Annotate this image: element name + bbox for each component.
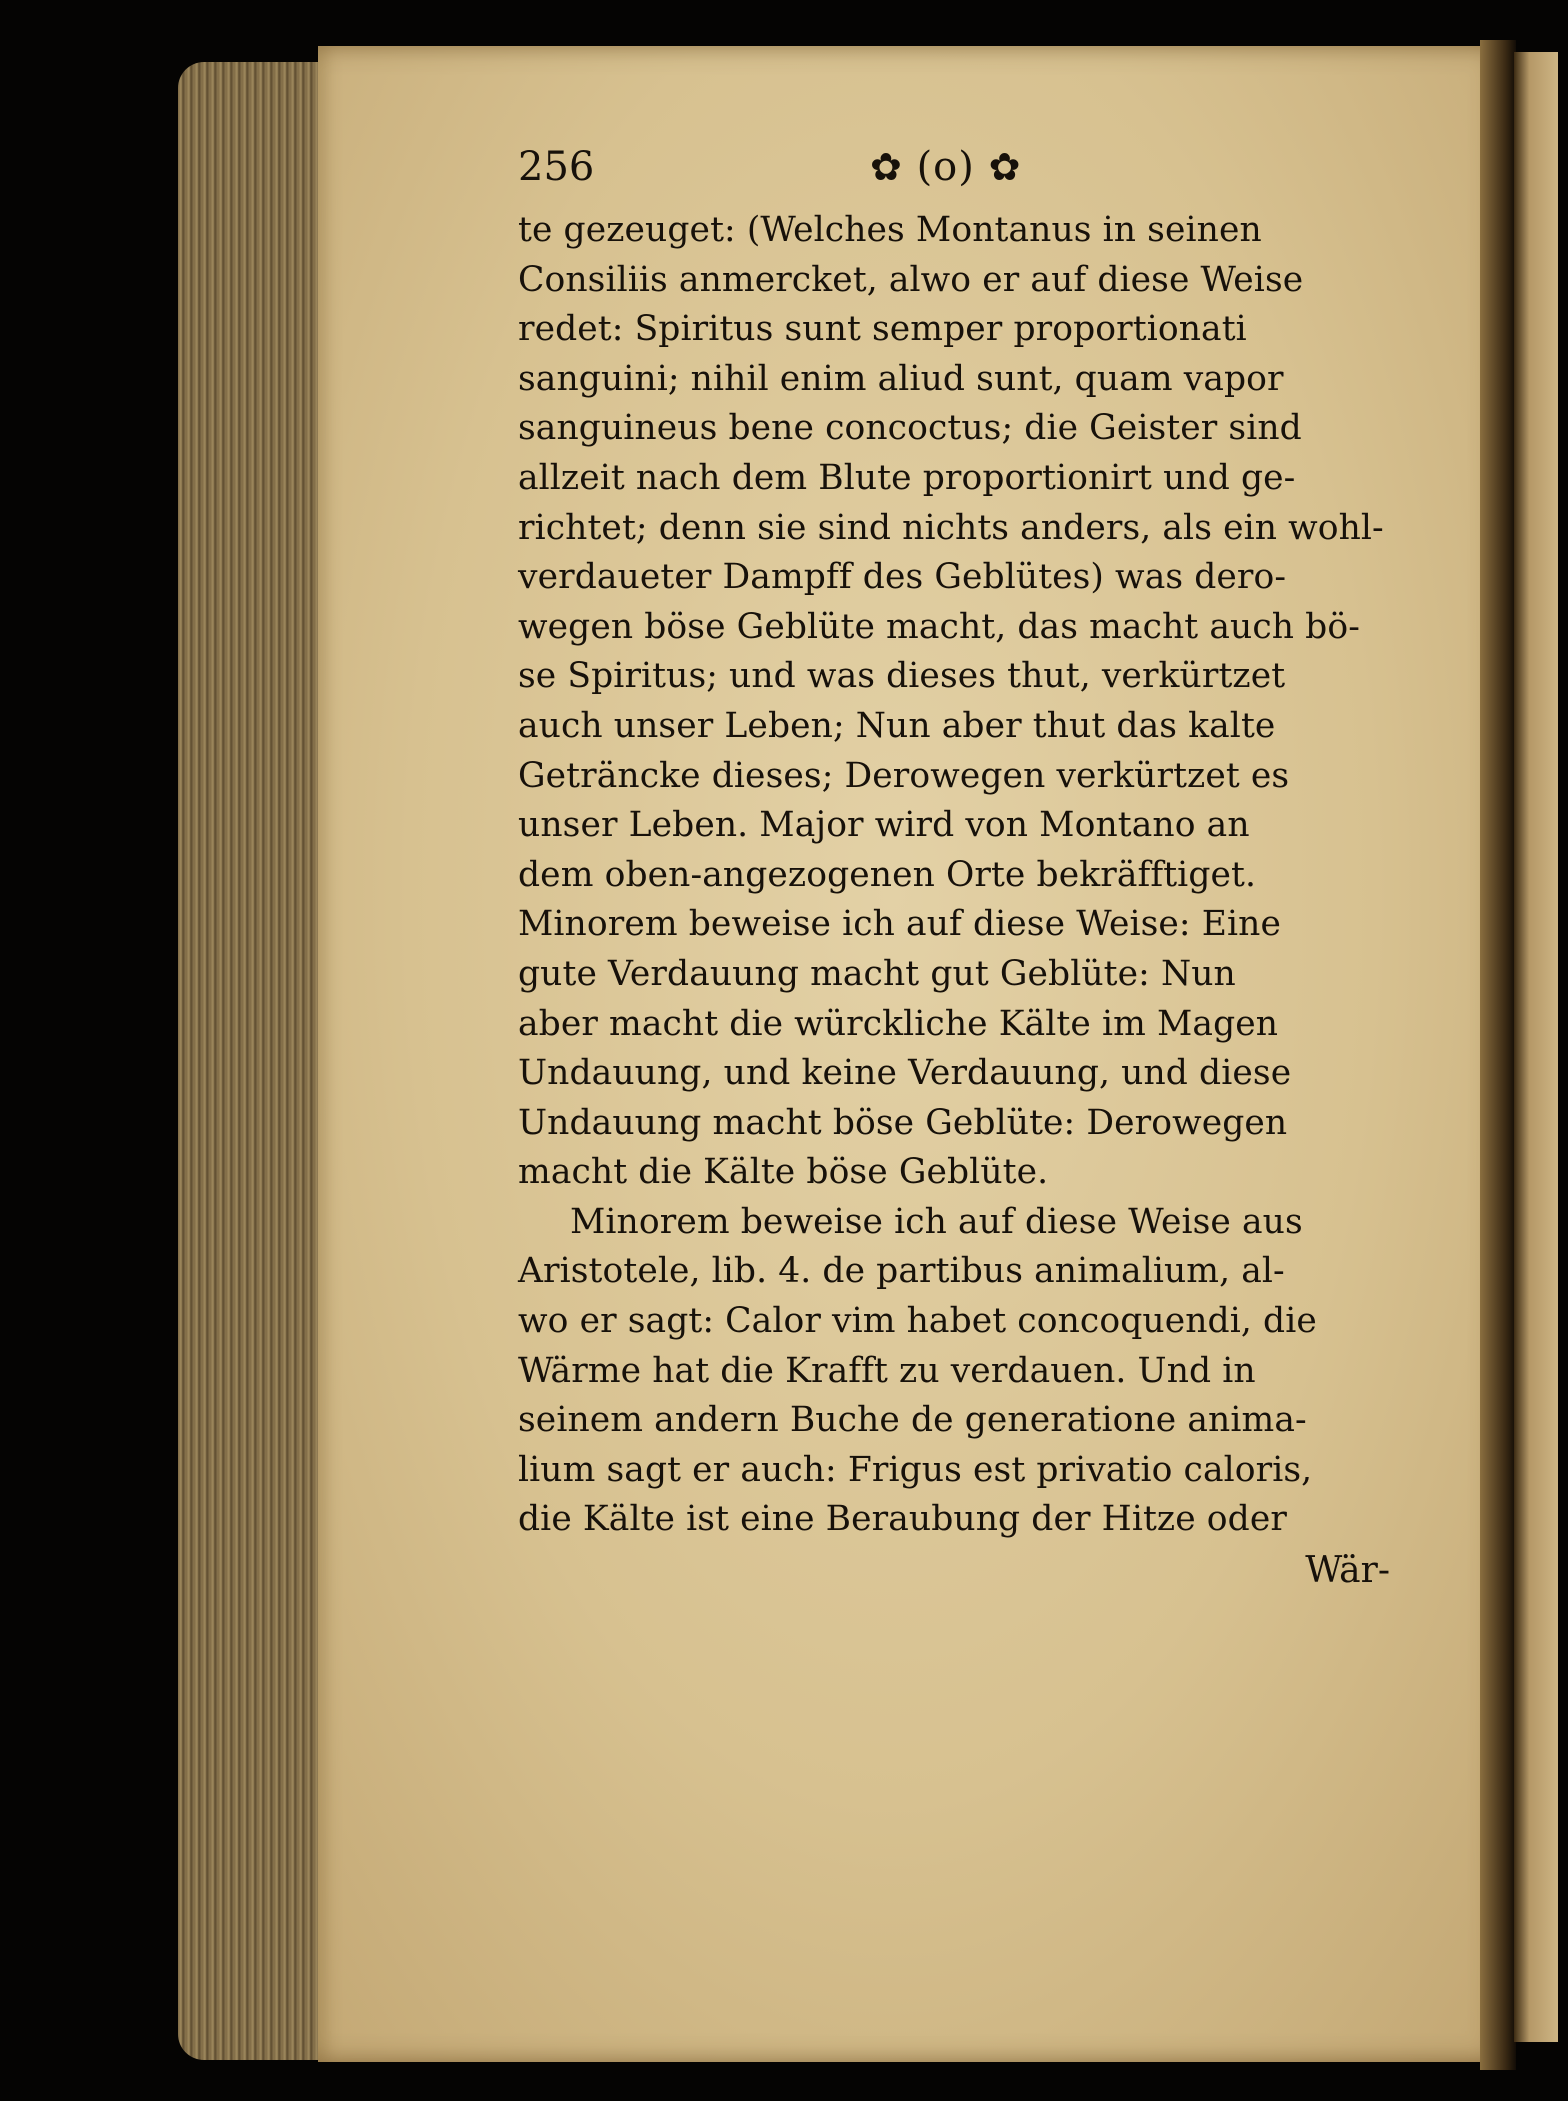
text-block [518,136,1398,1597]
text-line: Geträncke dieses; Derowegen verkürtzet es [518,755,1290,796]
text-line: te gezeuget: (Welches Montanus in seinen [518,210,1262,250]
fleuron-icon: ✿ [870,145,903,189]
text-line: Minorem beweise ich auf diese Weise aus [570,1201,1303,1242]
text-line: auch unser Leben; Nun aber thut das kalte [518,705,1276,746]
text-line: allzeit nach dem Blute proportionirt und ge- [518,457,1296,498]
text-line: lium sagt er auch: Frigus est privatio caloris, [518,1449,1313,1490]
text-line: aber macht die würckliche Kälte im Magen [518,1003,1279,1044]
paragraph-2 [518,1198,1398,1545]
text-line: macht die Kälte böse Geblüte. [518,1152,1049,1193]
text-line: Consiliis anmercket, alwo er auf diese Weise [518,259,1304,300]
text-line: Undauung macht böse Geblüte: Derowegen [518,1102,1288,1143]
text-line: unser Leben. Major wird von Montano an [518,805,1250,846]
text-line: se Spiritus; und was dieses thut, verkürtzet [518,656,1286,697]
text-line: seinem andern Buche de generatione anima- [518,1400,1307,1441]
page-number: 256 [518,144,595,190]
text-line: gute Verdauung macht gut Geblüte: Nun [518,953,1236,994]
running-head-text: (o) [916,144,975,190]
text-line: verdaueter Dampff des Geblütes) was dero- [518,557,1287,598]
text-line: sanguini; nihil enim aliud sunt, quam vapor [518,358,1284,399]
recto-page-edge [1514,52,1558,2042]
text-line: Minorem beweise ich auf diese Weise: Eine [518,904,1281,945]
text-line: Aristotele, lib. 4. de partibus animalium, al- [518,1251,1285,1292]
text-line: dem oben-angezogenen Orte bekräfftiget. [518,854,1257,895]
text-line: richtet; denn sie sind nichts anders, als ein wohl- [518,507,1384,548]
text-line: sanguineus bene concoctus; die Geister sind [518,408,1302,449]
text-line: wegen böse Geblüte macht, das macht auch bö- [518,606,1360,647]
gutter [1480,40,1516,2070]
text-line: Undauung, und keine Verdauung, und diese [518,1053,1292,1094]
text-line: die Kälte ist eine Beraubung der Hitze oder [518,1499,1287,1540]
text-line: redet: Spiritus sunt semper proportionati [518,309,1247,350]
text-line: Wärme hat die Krafft zu verdauen. Und in [518,1350,1256,1391]
fleuron-icon: ✿ [988,145,1022,189]
fore-edge [178,62,328,2060]
catchword: Wär- [1305,1550,1390,1592]
text-line: wo er sagt: Calor vim habet concoquendi, die [518,1301,1317,1342]
running-head [870,144,1021,190]
paragraph-1 [518,206,1398,1198]
page-header [518,136,1398,206]
